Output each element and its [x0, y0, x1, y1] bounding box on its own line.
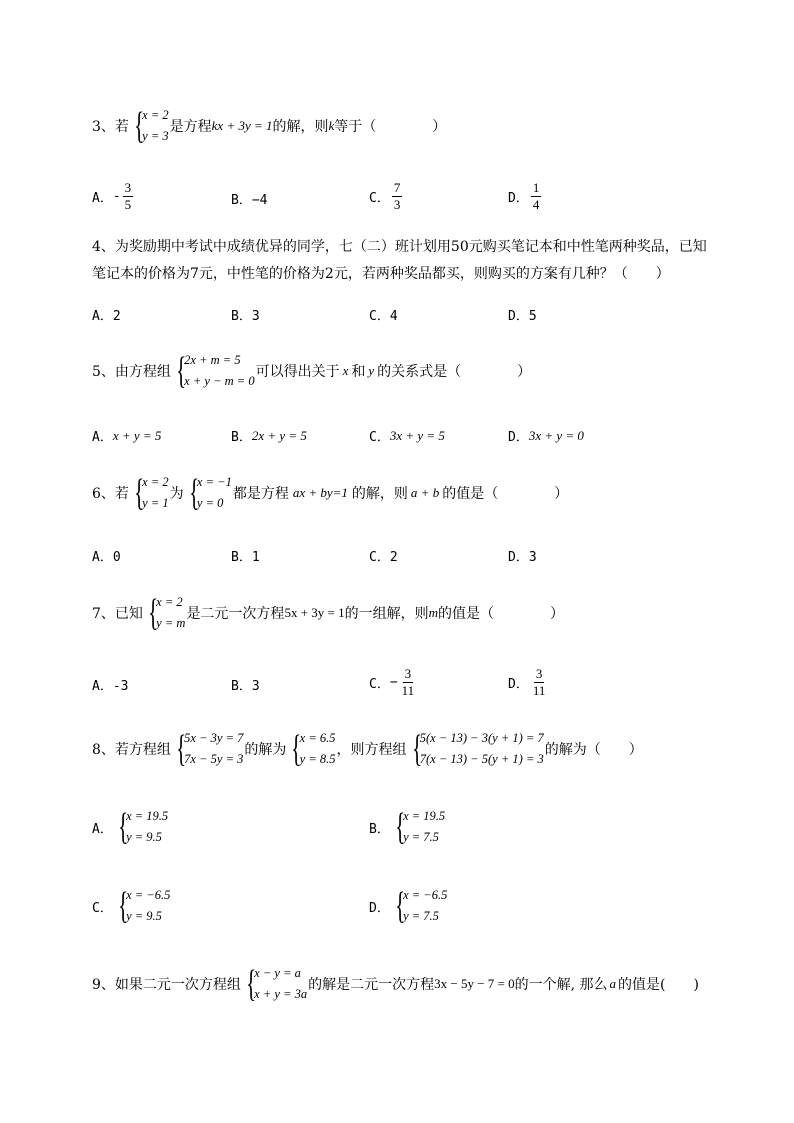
- brace: {: [134, 105, 145, 147]
- q9-suffix: 的值是( ): [618, 977, 699, 993]
- q6-option-a[interactable]: A．0: [92, 550, 121, 565]
- q3-k: k: [328, 118, 335, 133]
- q6-expression: a + b: [410, 485, 440, 500]
- q4-line1: 4、为奖励期中考试中成绩优异的同学，七（二）班计划用50元购买笔记本和中性笔两种奖品，已知: [92, 239, 707, 255]
- q5-suffix: 的关系式是（ ）: [377, 364, 532, 380]
- q7-m: m: [428, 605, 438, 620]
- q7-equation: 5x + 3y = 1: [284, 605, 345, 620]
- fraction: $\frac{7}{3}$: [393, 180, 401, 212]
- q4-option-b[interactable]: B．3: [231, 309, 260, 324]
- q5-option-b[interactable]: B． 2x + y = 5: [231, 427, 307, 445]
- brace: {: [134, 472, 145, 514]
- q5-sys-row2: x + y − m = 0: [184, 374, 255, 388]
- question-9: [92, 963, 699, 1005]
- q7-option-d[interactable]: D． $\frac{3}{11}$: [508, 666, 546, 698]
- q6-option-c[interactable]: C．2: [369, 550, 398, 565]
- q9-equation: 3x − 5y − 7 = 0: [434, 976, 515, 991]
- q8-option-a[interactable]: A． { x = 19.5 y = 9.5: [92, 806, 169, 848]
- q5-prefix: 5、由方程组: [92, 364, 171, 380]
- q7-suffix: 的值是（ ）: [438, 606, 564, 622]
- q3-system: [130, 105, 169, 147]
- q8-mid2: ，则方程组: [336, 742, 407, 758]
- q8-option-c[interactable]: C． { x = −6.5 y = 9.5: [92, 885, 171, 927]
- q6-system-2: { x = −1 y = 0: [188, 472, 232, 514]
- question-6: [92, 472, 568, 514]
- q9-prefix: 9、如果二元一次方程组: [92, 977, 241, 993]
- q9-mid: 的解是二元一次方程: [308, 977, 435, 993]
- fraction: $\frac{3}{11}$: [401, 666, 415, 698]
- q7-prefix: 7、已知: [92, 606, 143, 622]
- q7-option-b[interactable]: B．3: [231, 679, 260, 694]
- q8-suffix: 的解为（ ）: [544, 742, 643, 758]
- q8-option-b[interactable]: B． { x = 19.5 y = 7.5: [369, 806, 446, 848]
- q3-mid: 是方程: [169, 119, 212, 135]
- q6-mid3: 的解，则: [351, 486, 408, 502]
- fraction: $\frac{1}{4}$: [532, 180, 540, 212]
- q6-prefix: 6、若: [92, 486, 129, 502]
- q5-option-c[interactable]: C． 3x + y = 5: [369, 427, 445, 445]
- q6-option-b[interactable]: B．1: [231, 550, 260, 565]
- q7-mid: 是二元一次方程: [186, 606, 285, 622]
- q7-system: { x = 2 y = m: [148, 592, 186, 634]
- q9-a: a: [609, 976, 617, 991]
- brace: {: [117, 885, 128, 927]
- q3-suffix: 等于（ ）: [334, 119, 447, 135]
- q3-option-c[interactable]: C． $\frac{7}{3}$: [369, 180, 401, 212]
- q9-system: { x − y = a x + y = 3a: [246, 963, 308, 1005]
- q3-equation: kx + 3y = 1: [211, 118, 273, 133]
- q9-mid2: 的一个解, 那么: [514, 977, 608, 993]
- q8-system-1: { 5x − 3y = 7 7x − 5y = 3: [176, 728, 244, 770]
- question-3: [92, 105, 446, 147]
- q6-suffix: 的值是（ ）: [442, 486, 569, 502]
- brace: {: [394, 885, 405, 927]
- brace: {: [176, 728, 187, 770]
- q7-option-c[interactable]: C． − $\frac{3}{11}$: [369, 666, 415, 698]
- brace: {: [411, 728, 422, 770]
- brace: {: [246, 963, 257, 1005]
- q7-mid2: 的一组解，则: [344, 606, 429, 622]
- q8-mid: 的解为: [244, 742, 287, 758]
- q6-option-d[interactable]: D．3: [508, 550, 537, 565]
- q8-option-d[interactable]: D． { x = −6.5 y = 7.5: [369, 885, 448, 927]
- brace: {: [176, 350, 187, 392]
- brace: {: [148, 592, 159, 634]
- brace: {: [394, 806, 405, 848]
- q6-equation: ax + by=1: [292, 485, 348, 500]
- q6-mid2: 都是方程: [232, 486, 289, 502]
- brace: {: [188, 472, 199, 514]
- q8-system-3: { 5(x − 13) − 3(y + 1) = 7 7(x − 13) − 5(y + 1) = 3: [411, 728, 544, 770]
- brace: {: [291, 728, 302, 770]
- brace: {: [117, 806, 128, 848]
- q4-option-c[interactable]: C．4: [369, 309, 398, 324]
- q4-option-a[interactable]: A．2: [92, 309, 121, 324]
- q6-system-1: { x = 2 y = 1: [134, 472, 169, 514]
- fraction: $\frac{3}{5}$: [124, 180, 132, 212]
- q6-mid: 为: [169, 486, 184, 502]
- q3-prefix: 3、若: [92, 119, 129, 135]
- q4-line2: 笔记本的价格为7元，中性笔的价格为2元，若两种奖品都买，则购买的方案有几种？（ ）: [92, 266, 670, 282]
- q3-option-b[interactable]: B．−4: [231, 193, 268, 208]
- q5-system: [172, 350, 255, 392]
- q7-option-a[interactable]: A．-3: [92, 679, 129, 694]
- q5-y: y: [368, 363, 375, 378]
- q3-option-a[interactable]: A． - $\frac{3}{5}$: [92, 180, 132, 212]
- q4-option-d[interactable]: D．5: [508, 309, 537, 324]
- q5-mid: 可以得出关于: [255, 364, 340, 380]
- q5-sys-row1: 2x + m = 5: [184, 353, 241, 367]
- q8-prefix: 8、若方程组: [92, 742, 171, 758]
- q5-option-d[interactable]: D． 3x + y = 0: [508, 427, 584, 445]
- q3-sys-row1: x = 2: [142, 108, 169, 122]
- q8-system-2: { x = 6.5 y = 8.5: [291, 728, 336, 770]
- fraction: $\frac{3}{11}$: [532, 666, 546, 698]
- q5-option-a[interactable]: A． x + y = 5: [92, 427, 162, 445]
- question-5: [92, 350, 531, 392]
- q3-option-d[interactable]: D． $\frac{1}{4}$: [508, 180, 540, 212]
- q3-sys-row2: y = 3: [142, 129, 169, 143]
- question-4: [92, 234, 707, 288]
- q5-and: 和: [351, 364, 366, 380]
- q3-mid2: 的解，则: [272, 119, 329, 135]
- question-8: [92, 728, 643, 770]
- q5-x: x: [342, 363, 349, 378]
- question-7: [92, 592, 564, 634]
